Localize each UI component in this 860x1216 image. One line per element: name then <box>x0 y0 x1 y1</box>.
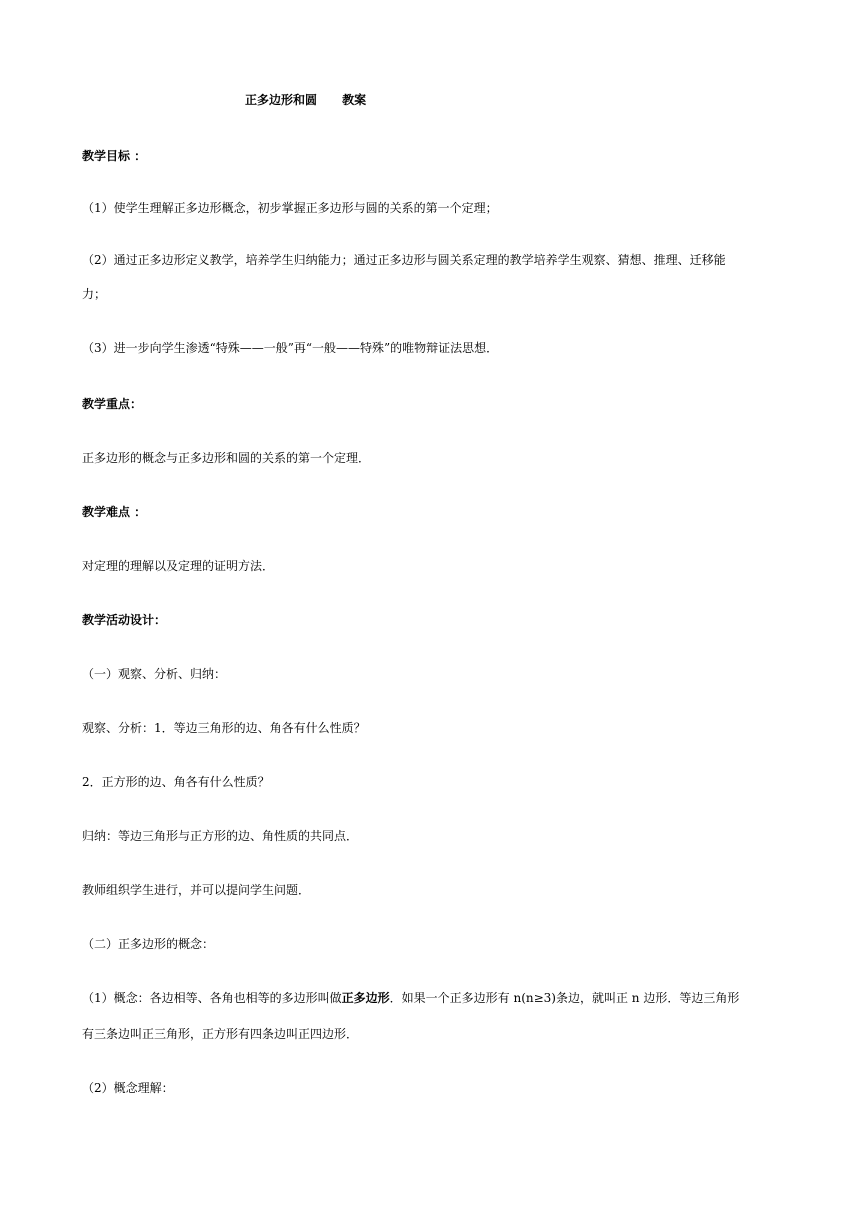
key-points-text: 正多边形的概念与正多边形和圆的关系的第一个定理． <box>82 451 371 465</box>
activity-heading: 教学活动设计： <box>82 613 167 627</box>
objective-item-3: （3）进一步向学生渗透“特殊——一般”再“一般——特殊”的唯物辩证法思想． <box>82 341 499 355</box>
objective-item-2-line-2: 力； <box>82 287 107 301</box>
concept-definition-line-2: 有三条边叫正三角形，正方形有四条边叫正四边形． <box>82 1027 359 1041</box>
concept-term: 正多边形 <box>341 991 390 1005</box>
observe-question-1: 观察、分析：1．等边三角形的边、角各有什么性质？ <box>82 721 366 735</box>
concept-suffix: ．如果一个正多边形有 n(n≥3)条边，就叫正 n 边形．等边三角形 <box>389 991 740 1005</box>
section-2-heading: （二）正多边形的概念： <box>82 937 215 951</box>
concept-understanding-heading: （2）概念理解： <box>82 1081 174 1095</box>
difficulty-text: 对定理的理解以及定理的证明方法． <box>82 559 275 573</box>
objective-item-1: （1）使学生理解正多边形概念，初步掌握正多边形与圆的关系的第一个定理； <box>82 201 498 215</box>
page-title: 正多边形和圆 教案 <box>245 93 367 107</box>
observe-question-2: 2．正方形的边、角各有什么性质？ <box>82 775 270 789</box>
concept-definition-line-1 <box>82 990 782 1006</box>
difficulty-heading: 教学难点 ： <box>82 505 147 519</box>
teacher-note: 教师组织学生进行，并可以提问学生问题． <box>82 883 311 897</box>
section-1-heading: （一）观察、分析、归纳： <box>82 667 227 681</box>
objective-item-2-line-1: （2）通过正多边形定义教学，培养学生归纳能力；通过正多边形与圆关系定理的教学培养学生观察、猜想、推理、迁移能 <box>82 253 726 267</box>
key-points-heading: 教学重点： <box>82 397 143 411</box>
objectives-heading: 教学目标 ： <box>82 149 147 163</box>
concept-prefix: （1）概念：各边相等、各角也相等的多边形叫做 <box>82 991 342 1005</box>
induction-text: 归纳：等边三角形与正方形的边、角性质的共同点． <box>82 829 359 843</box>
